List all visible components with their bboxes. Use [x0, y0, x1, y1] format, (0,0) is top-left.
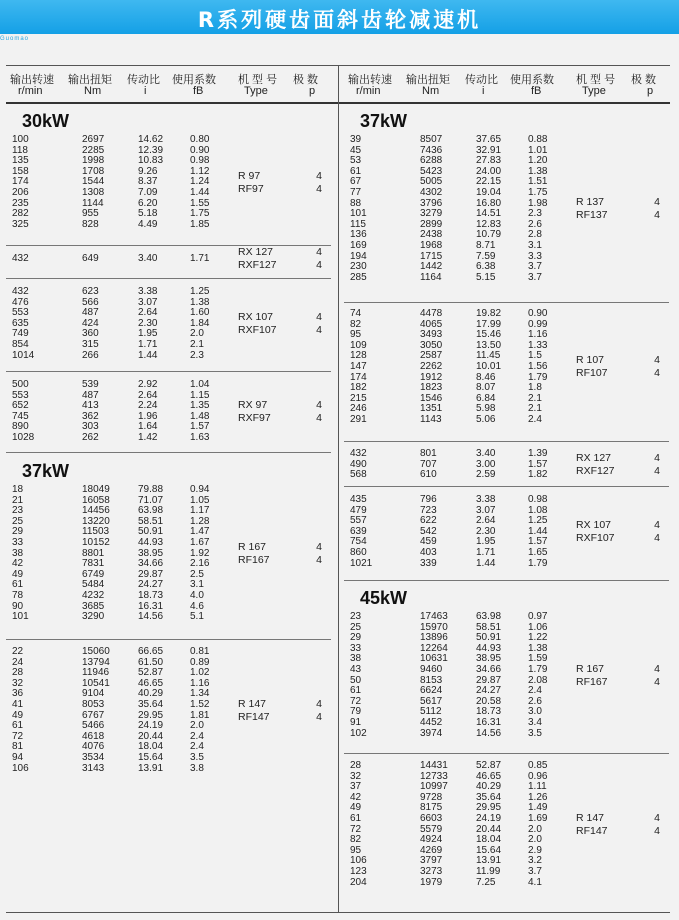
section-divider	[344, 302, 669, 303]
model-type: R 147 RF147	[238, 697, 270, 723]
section-divider	[6, 245, 331, 246]
pole-count: 4 4	[654, 811, 660, 837]
model-type: RX 127 RXF127	[576, 451, 615, 477]
speed-column: 18 21 23 25 29 33 38 42 49 61 78 90 101	[12, 484, 29, 623]
ratio-column: 79.88 71.07 63.98 58.51 50.91 44.93 38.95 34.66 29.87 24.27 18.73 16.31 14.56	[138, 484, 164, 623]
pole-count: 4 4	[654, 196, 660, 222]
service-factor-column: 0.85 0.96 1.11 1.26 1.49 1.69 2.0 2.0 2.9 3.2 3.7 4.1	[528, 760, 548, 888]
torque-column: 649	[82, 253, 99, 264]
model-type: RX 97 RXF97	[238, 398, 271, 424]
model-type: R 167 RF167	[576, 662, 608, 688]
header-factor-unit: fB	[193, 85, 204, 97]
model-type: RX 107 RXF107	[238, 311, 277, 337]
pole-count: 4 4	[316, 169, 322, 195]
header-torque: 输出扭矩	[406, 74, 450, 86]
model-type: RX 127 RXF127	[238, 246, 277, 272]
speed-column: 22 24 28 32 36 41 49 61 72 81 94 106	[12, 646, 29, 774]
model-type: R 107 RF107	[576, 354, 608, 380]
header-poles-unit: p	[647, 85, 654, 97]
section-divider	[344, 441, 669, 442]
service-factor-column: 0.80 0.90 0.98 1.12 1.24 1.44 1.55 1.75 1.85	[190, 134, 210, 230]
ratio-column: 37.65 32.91 27.83 24.00 22.15 19.04 16.80 14.51 12.83 10.79 8.71 7.59 6.38 5.15	[476, 134, 502, 283]
service-factor-column: 0.94 1.05 1.17 1.28 1.47 1.67 1.92 2.16 2.5 3.1 4.0 4.6 5.1	[190, 484, 210, 623]
power-heading-45kw: 45kW	[360, 588, 408, 608]
speed-column: 23 25 29 33 38 43 50 61 72 79 91 102	[350, 611, 367, 739]
header-poles-unit: p	[309, 85, 316, 97]
torque-column: 801 707 610	[420, 448, 437, 481]
header-speed-unit: r/min	[356, 85, 381, 97]
header-model-unit: Type	[582, 85, 606, 97]
page-title: R系列硬齿面斜齿轮减速机	[197, 8, 482, 32]
torque-column: 15060 13794 11946 10541 9104 8053 6767 5466 4618 4076 3534 3143	[82, 646, 110, 774]
header-ratio: 传动比	[127, 74, 160, 86]
service-factor-column: 0.97 1.06 1.22 1.38 1.59 1.79 2.08 2.4 2.6 3.0 3.4 3.5	[528, 611, 548, 739]
pole-count: 4 4	[654, 662, 660, 688]
power-heading-30kw: 30kW	[22, 111, 70, 131]
section-divider	[6, 452, 331, 453]
ratio-column: 19.82 17.99 15.46 13.50 11.45 10.01 8.46 8.07 6.84 5.98 5.06	[476, 308, 502, 425]
header-speed: 输出转速	[10, 74, 54, 86]
header-factor: 使用系数	[172, 74, 216, 86]
speed-column: 39 45 53 61 67 77 88 101 115 136 169 194 230 285	[350, 134, 367, 283]
section-divider	[344, 580, 669, 581]
torque-column: 4478 4065 3493 3050 2587 2262 1912 1823 1546 1351 1143	[420, 308, 443, 425]
ratio-column: 3.40 3.00 2.59	[476, 448, 496, 481]
speed-column: 500 553 652 745 890 1028	[12, 379, 35, 443]
service-factor-column: 0.90 0.99 1.16 1.33 1.5 1.56 1.79 1.8 2.1 2.1 2.4	[528, 308, 548, 425]
service-factor-column: 1.25 1.38 1.60 1.84 2.0 2.1 2.3	[190, 286, 210, 361]
torque-column: 623 566 487 424 360 315 266	[82, 286, 99, 361]
model-type: R 137 RF137	[576, 196, 608, 222]
section-divider	[6, 278, 331, 279]
pole-count: 4 4	[316, 697, 322, 723]
header-torque-unit: Nm	[422, 85, 440, 97]
header-factor: 使用系数	[510, 74, 554, 86]
power-heading-37kw: 37kW	[22, 461, 70, 481]
pole-count: 4 4	[316, 540, 322, 566]
header-ratio: 传动比	[465, 74, 498, 86]
header-poles: 极 数	[293, 74, 319, 86]
header-factor-unit: fB	[531, 85, 542, 97]
model-type: R 147 RF147	[576, 811, 608, 837]
ratio-column: 2.92 2.64 2.24 1.96 1.64 1.42	[138, 379, 158, 443]
service-factor-column: 1.39 1.57 1.82	[528, 448, 548, 481]
section-divider	[344, 486, 669, 487]
model-type: R 167 RF167	[238, 540, 270, 566]
speed-column: 432	[12, 253, 29, 264]
pole-count: 4 4	[654, 354, 660, 380]
speed-column: 28 32 37 42 49 61 72 82 95 106 123 204	[350, 760, 367, 888]
speed-column: 432 476 553 635 749 854 1014	[12, 286, 35, 361]
ratio-column: 66.65 61.50 52.87 46.65 40.29 35.64 29.95 24.19 20.44 18.04 15.64 13.91	[138, 646, 164, 774]
ratio-column: 14.62 12.39 10.83 9.26 8.37 7.09 6.20 5.18 4.49	[138, 134, 164, 230]
torque-column: 796 723 622 542 459 403 339	[420, 494, 437, 569]
torque-column: 2697 2285 1998 1708 1544 1308 1144 955 828	[82, 134, 105, 230]
logo-text: Guomao	[0, 36, 30, 42]
speed-column: 100 118 135 158 174 206 235 282 325	[12, 134, 29, 230]
ratio-column: 3.38 3.07 2.64 2.30 1.95 1.71 1.44	[476, 494, 496, 569]
header-speed-unit: r/min	[18, 85, 43, 97]
ratio-column: 3.40	[138, 253, 158, 264]
section-divider	[344, 753, 669, 754]
ratio-column: 63.98 58.51 50.91 44.93 38.95 34.66 29.87 24.27 20.58 18.73 16.31 14.56	[476, 611, 502, 739]
service-factor-column: 1.04 1.15 1.35 1.48 1.57 1.63	[190, 379, 210, 443]
header-model: 机 型 号	[238, 74, 278, 86]
section-divider	[6, 371, 331, 372]
header-model: 机 型 号	[576, 74, 616, 86]
speed-column: 432 490 568	[350, 448, 367, 481]
pole-count: 4 4	[316, 398, 322, 424]
title-banner	[0, 0, 679, 34]
torque-column: 18049 16058 14456 13220 11503 10152 8801 7831 6749 5484 4232 3685 3290	[82, 484, 110, 623]
torque-column: 539 487 413 362 303 262	[82, 379, 99, 443]
pole-count: 4 4	[654, 451, 660, 477]
service-factor-column: 0.88 1.01 1.20 1.38 1.51 1.75 1.98 2.3 2.6 2.8 3.1 3.3 3.7 3.7	[528, 134, 548, 283]
pole-count: 4 4	[654, 519, 660, 545]
header-ratio-unit: i	[482, 85, 485, 97]
model-type: R 97 RF97	[238, 169, 264, 195]
header-torque: 输出扭矩	[68, 74, 112, 86]
power-heading-37kw: 37kW	[360, 111, 408, 131]
center-divider	[338, 65, 339, 913]
ratio-column: 52.87 46.65 40.29 35.64 29.95 24.19 20.44 18.04 15.64 13.91 11.99 7.25	[476, 760, 502, 888]
service-factor-column: 0.81 0.89 1.02 1.16 1.34 1.52 1.81 2.0 2.4 2.4 3.5 3.8	[190, 646, 210, 774]
torque-column: 14431 12733 10997 9728 8175 6603 5579 4924 4269 3797 3273 1979	[420, 760, 448, 888]
pole-count: 4 4	[316, 246, 322, 272]
header-poles: 极 数	[631, 74, 657, 86]
header-model-unit: Type	[244, 85, 268, 97]
header-ratio-unit: i	[144, 85, 147, 97]
section-divider	[6, 639, 331, 640]
service-factor-column: 0.98 1.08 1.25 1.44 1.57 1.65 1.79	[528, 494, 548, 569]
torque-column: 8507 7436 6288 5423 5005 4302 3796 3279 2899 2438 1968 1715 1442 1164	[420, 134, 443, 283]
model-type: RX 107 RXF107	[576, 519, 615, 545]
torque-column: 17463 15970 13896 12264 10631 9460 8153 6624 5617 5112 4452 3974	[420, 611, 448, 739]
service-factor-column: 1.71	[190, 253, 210, 264]
ratio-column: 3.38 3.07 2.64 2.30 1.95 1.71 1.44	[138, 286, 158, 361]
speed-column: 435 479 557 639 754 860 1021	[350, 494, 373, 569]
speed-column: 74 82 95 109 128 147 174 182 215 246 291	[350, 308, 367, 425]
header-torque-unit: Nm	[84, 85, 102, 97]
header-speed: 输出转速	[348, 74, 392, 86]
pole-count: 4 4	[316, 311, 322, 337]
